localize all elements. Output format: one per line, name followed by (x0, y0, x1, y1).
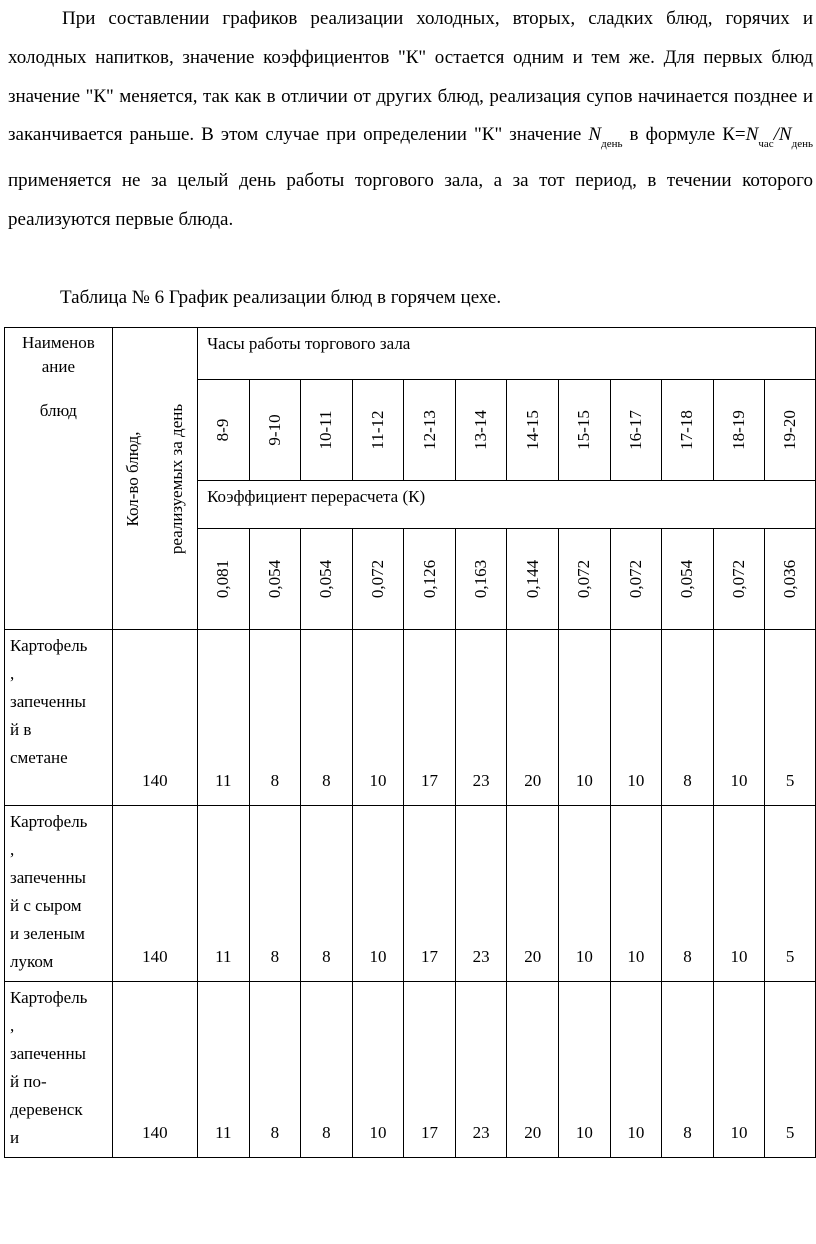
coefficient-cell: 0,054 (249, 529, 301, 630)
paragraph-text-3: применяется не за целый день работы торгового зала, а за тот период, в течении которого реализуются первые блюда. (8, 169, 813, 230)
hour-cell: 16-17 (610, 380, 662, 481)
hours-title: Часы работы торгового зала (198, 328, 816, 380)
hourly-value-cell: 8 (662, 630, 714, 806)
coefficient-cell: 0,163 (455, 529, 507, 630)
hourly-value-cell: 10 (352, 982, 404, 1158)
dish-name-cell: Картофель , запеченны й по- деревенск и (5, 982, 113, 1158)
coefficient-cell: 0,054 (301, 529, 353, 630)
hourly-value-cell: 8 (301, 982, 353, 1158)
hour-cell: 9-10 (249, 380, 301, 481)
hour-cell: 14-15 (507, 380, 559, 481)
hourly-value-cell: 20 (507, 982, 559, 1158)
hour-cell: 13-14 (455, 380, 507, 481)
hourly-value-cell: 8 (662, 806, 714, 982)
hourly-value-cell: 5 (765, 806, 816, 982)
table-row (5, 630, 816, 806)
hourly-value-cell: 10 (352, 806, 404, 982)
coefficient-cell: 0,144 (507, 529, 559, 630)
hourly-value-cell: 17 (404, 630, 456, 806)
hour-cell: 12-13 (404, 380, 456, 481)
hourly-value-cell: 10 (559, 630, 611, 806)
coefficient-cell: 0,072 (713, 529, 765, 630)
hourly-value-cell: 23 (455, 806, 507, 982)
n-day-symbol-2: $N_{день}$ (778, 124, 813, 151)
hourly-value-cell: 20 (507, 630, 559, 806)
coefficient-cell: 0,054 (662, 529, 714, 630)
intro-paragraph (8, 0, 813, 240)
coefficient-cell: 0,081 (198, 529, 250, 630)
dish-name-cell: Картофель , запеченны й в сметане (5, 630, 113, 806)
hour-cell: 11-12 (352, 380, 404, 481)
hour-cell: 18-19 (713, 380, 765, 481)
hourly-value-cell: 23 (455, 982, 507, 1158)
daily-total-cell: 140 (112, 806, 197, 982)
hourly-value-cell: 10 (610, 806, 662, 982)
coefficient-cell: 0,126 (404, 529, 456, 630)
hourly-value-cell: 10 (713, 982, 765, 1158)
hourly-value-cell: 8 (301, 630, 353, 806)
hourly-value-cell: 20 (507, 806, 559, 982)
hourly-value-cell: 10 (713, 630, 765, 806)
hour-cell: 10-11 (301, 380, 353, 481)
hourly-value-cell: 8 (301, 806, 353, 982)
daily-count-header: Кол-во блюд, реализуемых за день (112, 328, 197, 630)
formula-slash: / (773, 124, 779, 146)
hourly-value-cell: 23 (455, 630, 507, 806)
paragraph-text-1: При составлении графиков реализации холодных, вторых, сладких блюд, горячих и холодных напитков, значение коэффициентов "К" остается одним и тем же. Для первых блюд значение "К" меняется, так как в отличии от других блюд, реализация супов начинается позднее и заканчивается раньше. В этом случае при определении "К" значение (8, 8, 813, 146)
coefficient-cell: 0,072 (559, 529, 611, 630)
n-hour-symbol: $N_{час}$ (745, 124, 774, 151)
hourly-value-cell: 5 (765, 982, 816, 1158)
hourly-value-cell: 10 (610, 982, 662, 1158)
coefficient-cell: 0,072 (352, 529, 404, 630)
hourly-value-cell: 10 (610, 630, 662, 806)
sales-schedule-table (4, 327, 816, 1158)
hourly-value-cell: 10 (559, 982, 611, 1158)
table-caption: Таблица № 6 График реализации блюд в горячем цехе. (60, 287, 502, 308)
hour-cell: 17-18 (662, 380, 714, 481)
hour-cell: 15-15 (559, 380, 611, 481)
paragraph-text-2: в формуле К= (622, 124, 746, 146)
hourly-value-cell: 10 (713, 806, 765, 982)
hourly-value-cell: 17 (404, 982, 456, 1158)
hourly-value-cell: 17 (404, 806, 456, 982)
hourly-value-cell: 8 (662, 982, 714, 1158)
coefficient-title: Коэффициент перерасчета (К) (198, 481, 816, 529)
hourly-value-cell: 10 (352, 630, 404, 806)
hourly-value-cell: 11 (198, 982, 250, 1158)
hourly-value-cell: 8 (249, 982, 301, 1158)
dish-name-header: Наименов ание блюд (5, 328, 113, 630)
daily-total-cell: 140 (112, 982, 197, 1158)
daily-total-cell: 140 (112, 630, 197, 806)
hourly-value-cell: 8 (249, 806, 301, 982)
hourly-value-cell: 8 (249, 630, 301, 806)
dish-name-cell: Картофель , запеченны й с сыром и зеленым луком (5, 806, 113, 982)
hour-cell: 8-9 (198, 380, 250, 481)
coefficient-cell: 0,036 (765, 529, 816, 630)
hourly-value-cell: 11 (198, 630, 250, 806)
hourly-value-cell: 5 (765, 630, 816, 806)
n-day-symbol: $N_{день}$ (588, 124, 623, 151)
hourly-value-cell: 10 (559, 806, 611, 982)
table-row (5, 806, 816, 982)
hourly-value-cell: 11 (198, 806, 250, 982)
table-row (5, 982, 816, 1158)
hour-cell: 19-20 (765, 380, 816, 481)
coefficient-cell: 0,072 (610, 529, 662, 630)
